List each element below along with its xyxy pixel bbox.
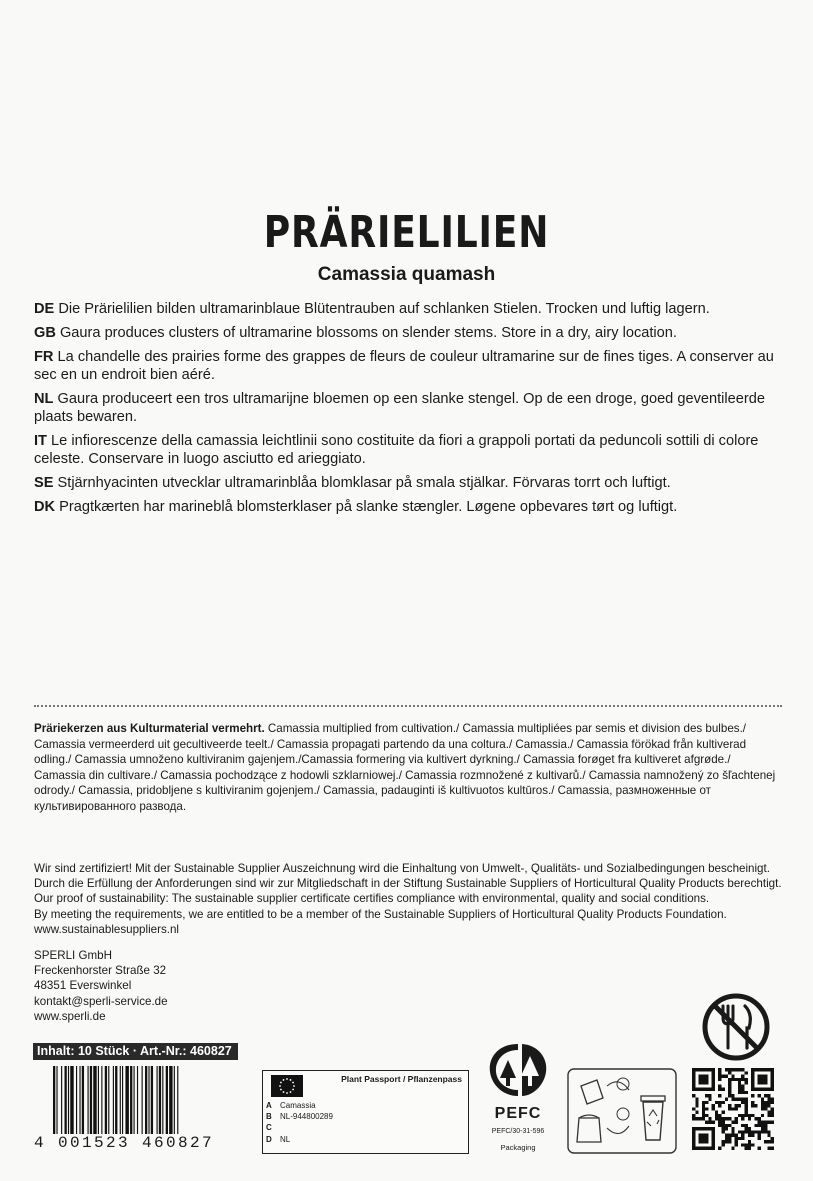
plant-passport-title: Plant Passport / Pflanzenpass bbox=[341, 1074, 462, 1084]
description-de: DE Die Prärielilien bilden ultramarinblaue Blütentrauben auf schlanken Stielen. Trocken und luftig lagern. bbox=[34, 301, 710, 317]
contact-email[interactable]: kontakt@sperli-service.de bbox=[34, 994, 168, 1008]
description-it: IT Le infiorescenze della camassia leichtlinii sono costituite da fiori a grappoli portati da peduncoli sottili di colore celeste. Conservare in luogo asciutto ed arieggiato. bbox=[34, 433, 759, 467]
passport-row-c: C bbox=[266, 1123, 272, 1133]
description-nl: NL Gaura produceert een tros ultramarijne bloemen op een slanke stengel. Op de een droge, goed geventileerde plaats bewaren. bbox=[34, 391, 765, 425]
description-dk: DK Pragtkærten har marineblå blomsterklaser på slanke stængler. Løgene opbevares tørt og luftigt. bbox=[34, 499, 678, 515]
recycling-info-icon bbox=[567, 1068, 677, 1154]
passport-row-d: D NL bbox=[266, 1134, 291, 1144]
eu-flag-icon bbox=[271, 1075, 303, 1097]
description-se: SE Stjärnhyacinten utvecklar ultramarinblåa blomklasar på smala stjälkar. Förvaras torrt och luftigt. bbox=[34, 475, 671, 491]
contents-article-number: Inhalt: 10 Stück · Art.-Nr.: 460827 bbox=[33, 1043, 238, 1060]
plant-passport-rows bbox=[265, 1100, 465, 1145]
sustainable-suppliers-link[interactable]: www.sustainablesuppliers.nl bbox=[34, 922, 179, 936]
company-address: SPERLI GmbH Freckenhorster Straße 32 48351 Everswinkel kontakt@sperli-service.de www.sperli.de bbox=[34, 949, 168, 1023]
qr-code-icon[interactable] bbox=[692, 1068, 774, 1150]
description-fr: FR La chandelle des prairies forme des grappes de fleurs de couleur ultramarine sur de fines tiges. A conserver au sec en un endroit bien aéré. bbox=[34, 349, 774, 383]
barcode-digits: 4 001523 460827 bbox=[34, 1134, 215, 1152]
description-gb: GB Gaura produces clusters of ultramarine blossoms on slender stems. Store in a dry, airy location. bbox=[34, 325, 677, 341]
not-edible-icon bbox=[701, 992, 771, 1062]
botanical-name: Camassia quamash bbox=[317, 264, 496, 285]
ean-barcode bbox=[53, 1066, 233, 1134]
passport-row-b: B NL-944800289 bbox=[266, 1112, 333, 1122]
pefc-code: PEFC/30-31-596 bbox=[491, 1128, 545, 1135]
pefc-label: PEFC bbox=[494, 1105, 542, 1122]
product-title: PRÄRIELILIEN bbox=[263, 207, 550, 258]
pefc-trees-icon bbox=[482, 1040, 554, 1100]
certification-text: Wir sind zertifiziert! Mit der Sustainable Supplier Auszeichnung wird die Einhaltung von Umwelt-, Qualitäts- und Sozialbedingungen bescheinigt. Durch die Erfüllung der Anforderungen sind wir zur Mitgliedschaft in der Stiftung Sustainable Suppliers of Horticultural Quality Products berechtigt. Our proof of sustainability: The sustainable supplier certificate certifies compliance with environmental, quality and social conditions. By meeting the requirements, we are entitled to be a member of the Sustainable Suppliers of Horticultural Quality Products Foundation. www.sustainablesuppliers.nl bbox=[34, 861, 794, 937]
cultivation-note: Präriekerzen aus Kulturmaterial vermehrt. Camassia multiplied from cultivation./ Camassia multipliées par semis et division des bulbes./ Camassia vermeerderd uit gecultiveerde teelt./ Camassia propagati partendo da una coltura./ Camassia./ Camassia förökad från kultiverad odling./ Camassia umnoženo kultiviranim gajenjem./Camassia formering via kultivert dyrkning./ Camassia forøget fra kultiveret afgrøde./ Camassia din cultivare./ Camassia pochodzące z hodowli szklarniowej./ Camassia rozmnožené z kultivarů./ Camassia namnožený zo šľachtenej odrody./ Camassia, pridobljene s kultiviranim gojenjem./ Camassia, padauginti iš kultivuotos kultūros./ Camassia, размноженные от культивированного развода. bbox=[34, 722, 776, 813]
company-website[interactable]: www.sperli.de bbox=[34, 1009, 106, 1023]
dotted-divider bbox=[34, 705, 782, 707]
plant-passport bbox=[262, 1070, 469, 1154]
pefc-logo bbox=[482, 1040, 554, 1135]
passport-row-a: A Camassia bbox=[266, 1101, 316, 1110]
pefc-packaging-caption: Packaging bbox=[500, 1143, 536, 1152]
description-block bbox=[34, 300, 784, 522]
